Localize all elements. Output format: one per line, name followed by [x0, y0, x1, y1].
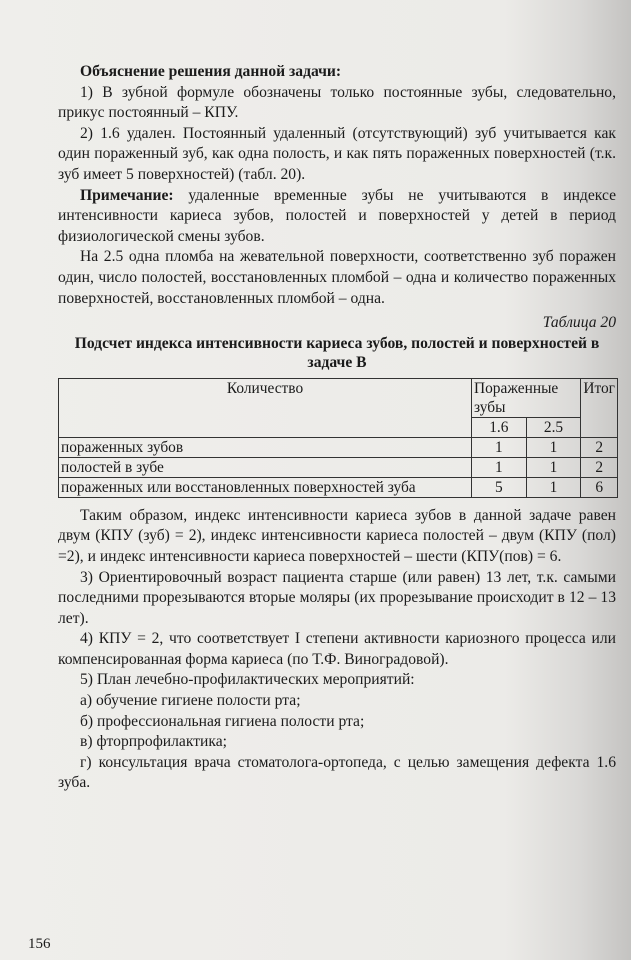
table-title: Подсчет индекса интенсивности кариеса зубов, полостей и поверхностей в задаче В — [74, 334, 600, 371]
paragraph-5: 3) Ориентировочный возраст пациента старше (или равен) 13 лет, т.к. самыми последними прорезываются вторые моляры (их прорезывание происходит в 12 – 13 лет). — [58, 568, 616, 627]
table-row — [59, 477, 618, 497]
paragraph-4: Таким образом, индекс интенсивности кариеса зубов в данной задаче равен двум (КПУ (зуб) = 2), индекс интенсивности кариеса полостей – двум (КПУ (пол) =2), и индекс интенсивности кариеса поверхностей – шести (КПУ(пов) = 6. — [58, 506, 616, 565]
page-number: 156 — [28, 936, 51, 952]
row-label: пораженных или восстановленных поверхностей зуба — [59, 477, 472, 497]
row-label: пораженных зубов — [59, 437, 472, 457]
list-item-d: г) консультация врача стоматолога-ортопеда, с целью замещения дефекта 1.6 зуба. — [58, 753, 616, 792]
paragraph-3: На 2.5 одна пломба на жевательной поверхности, соответственно зуб поражен один, число полостей, восстановленных пломбой – одна и количество пораженных поверхностей, восстановленных пломбой – одна. — [58, 248, 616, 307]
paragraph-1: 1) В зубной формуле обозначены только постоянные зубы, следовательно, прикус постоянный – КПУ. — [58, 83, 616, 122]
subheader-tooth-16: 1.6 — [472, 417, 527, 437]
paragraph-2: 2) 1.6 удален. Постоянный удаленный (отсутствующий) зуб учитывается как один пораженный зуб, как одна полость, и как пять пораженных поверхностей (т.к. зуб имеет 5 поверхностей) (табл. 20). — [58, 124, 616, 183]
row-value-25: 1 — [526, 457, 581, 477]
subheader-tooth-25: 2.5 — [526, 417, 581, 437]
note-text: удаленные временные зубы не учитываются в индексе интенсивности кариеса зубов, полостей и поверхностей у детей в период физиологической смены зубов. — [58, 186, 616, 245]
header-quantity: Количество — [59, 378, 472, 437]
list-item-c: в) фторпрофилактика; — [80, 733, 227, 751]
paragraph-6: 4) КПУ = 2, что соответствует I степени активности кариозного процесса или компенсированная форма кариеса (по Т.Ф. Виноградовой). — [58, 630, 616, 668]
caries-index-table — [58, 378, 618, 498]
table-row — [59, 457, 618, 477]
row-value-16: 1 — [472, 457, 527, 477]
list-item-b: б) профессиональная гигиена полости рта; — [80, 712, 365, 730]
list-item-a: а) обучение гигиене полости рта; — [80, 692, 301, 710]
row-label: полостей в зубе — [59, 457, 472, 477]
table-label: Таблица 20 — [542, 314, 616, 332]
section-heading: Объяснение решения данной задачи: — [80, 63, 342, 80]
paragraph-7: 5) План лечебно-профилактических мероприятий: — [80, 671, 415, 689]
table-row — [59, 437, 618, 457]
row-total: 2 — [581, 437, 618, 457]
table-header-row — [59, 378, 618, 417]
page-text — [58, 62, 616, 794]
header-affected-teeth: Пораженные зубы — [472, 378, 581, 417]
row-total: 2 — [581, 457, 618, 477]
header-total: Итог — [581, 378, 618, 437]
row-value-16: 1 — [472, 437, 527, 457]
note-label: Примечание: — [80, 186, 174, 204]
row-total: 6 — [581, 477, 618, 497]
row-value-25: 1 — [526, 477, 581, 497]
row-value-16: 5 — [472, 477, 527, 497]
row-value-25: 1 — [526, 437, 581, 457]
note-paragraph — [58, 186, 616, 248]
